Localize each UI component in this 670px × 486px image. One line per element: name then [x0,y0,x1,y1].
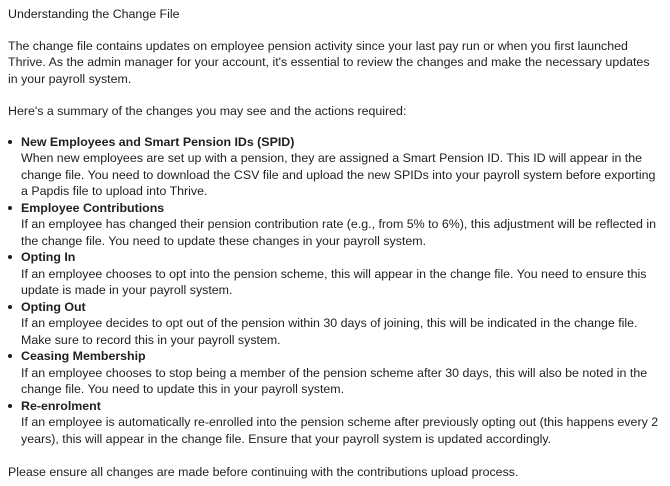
bullet-icon [8,404,12,408]
item-title: New Employees and Smart Pension IDs (SPID) [21,134,295,149]
bullet-icon [8,206,12,210]
bullet-icon [8,140,12,144]
item-title: Ceasing Membership [21,349,146,363]
bullet-icon [8,255,12,259]
item-title: Opting Out [21,299,86,314]
item-description: If an employee decides to opt out of the pension within 30 days of joining, this will be indicated in the change file. Make sure to record this in your payroll system. [21,316,638,347]
document-title: Understanding the Change File [8,7,180,21]
item-description: If an employee is automatically re-enrolled into the pension scheme after previously opting out (this happens every 2 years), this will appear in the change file. Ensure that your payroll system is updated accordingly. [21,415,659,446]
list-item-ceasing-membership [8,348,662,398]
item-description: When new employees are set up with a pension, they are assigned a Smart Pension ID. This ID will appear in the change file. You need to download the CSV file and upload the new SPIDs into your payroll system before exporting a Papdis file to upload into Thrive. [21,151,656,198]
list-item-employee-contributions [8,200,662,250]
summary-intro: Here's a summary of the changes you may see and the actions required: [8,104,407,118]
item-title: Employee Contributions [21,200,165,215]
closing-paragraph: Please ensure all changes are made before continuing with the contributions upload process. [8,465,519,479]
bullet-icon [8,305,12,309]
list-item-opting-out [8,299,662,349]
bullet-icon [8,354,12,358]
list-item-re-enrolment [8,398,662,448]
item-description: If an employee has changed their pension contribution rate (e.g., from 5% to 6%), this adjustment will be reflected in the change file. You need to update these changes in your payroll system. [21,217,657,248]
item-title: Opting In [21,250,76,264]
item-title: Re-enrolment [21,398,101,413]
list-item-opting-in [8,249,662,299]
item-description: If an employee chooses to opt into the pension scheme, this will appear in the change file. You need to ensure this update is made in your payroll system. [21,266,647,297]
item-description: If an employee chooses to stop being a member of the pension scheme after 30 days, this will also be noted in the change file. You need to update this in your payroll system. [21,365,648,396]
list-item-new-employees [8,134,662,200]
changes-list [8,134,662,448]
intro-paragraph: The change file contains updates on employee pension activity since your last pay run or when you first launched Thrive. As the admin manager for your account, it's essential to review the changes and make the necessary updates in your payroll system. [8,38,650,86]
